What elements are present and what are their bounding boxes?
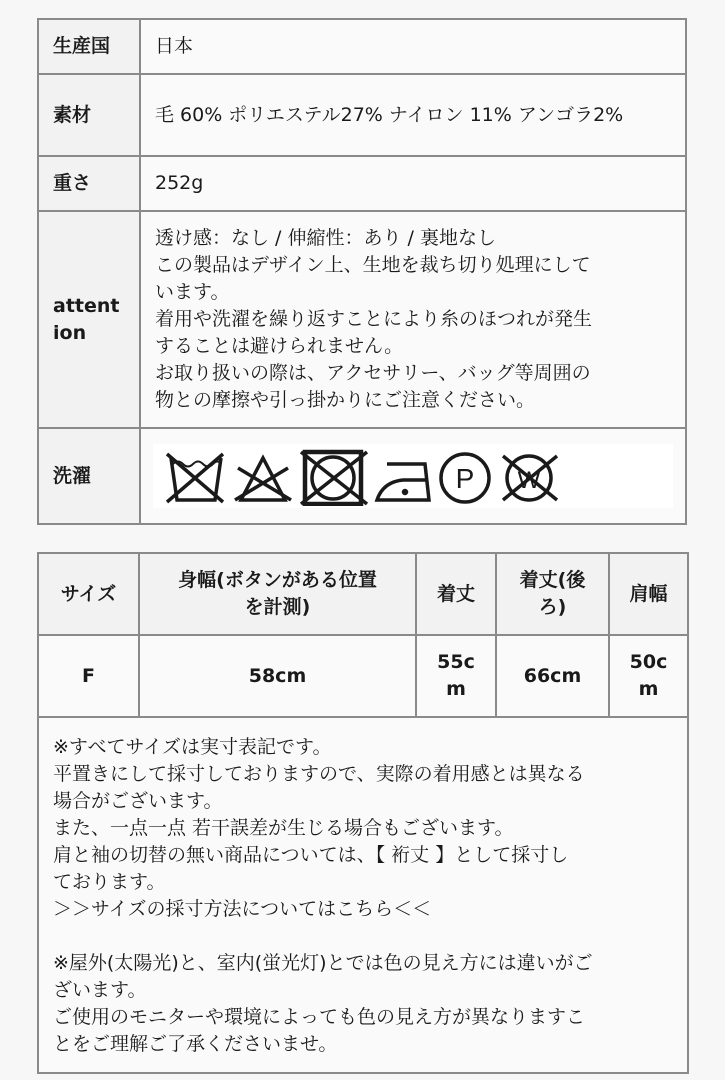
text-line: 肩と袖の切替の無い商品については、【 裄丈 】として採寸し [53, 844, 569, 866]
size-table [37, 552, 689, 1074]
spec-row-material [38, 74, 686, 156]
iron-low-icon [377, 464, 429, 500]
size-header-row [38, 553, 688, 635]
size-cell: F [38, 635, 139, 717]
size-header: 着丈(後ろ) [496, 553, 609, 635]
svg-text:P: P [455, 463, 475, 494]
dry-clean-p-icon [441, 454, 489, 502]
spec-value: 252g [140, 156, 686, 211]
spec-value: 毛 60% ポリエステル27% ナイロン 11% アンゴラ2% [140, 74, 686, 156]
size-data-row [38, 635, 688, 717]
size-header: 身幅(ボタンがある位置を計測) [139, 553, 416, 635]
spec-row-country [38, 19, 686, 74]
care-symbols [153, 444, 673, 508]
size-cell: 66cm [496, 635, 609, 717]
text-line: ております。 [53, 871, 166, 893]
text-line: お取り扱いの際は、アクセサリー、バッグ等周囲の [155, 362, 591, 384]
svg-text:W: W [517, 467, 541, 494]
size-notes-row [38, 717, 688, 1073]
text-line: 着用や洗濯を繰り返すことにより糸のほつれが発生 [155, 308, 593, 330]
text-line: とをご理解ご了承くださいませ。 [53, 1033, 338, 1055]
text-line [53, 923, 673, 950]
text-line[interactable]: ＞＞サイズの採寸方法についてはこちら＜＜ [53, 898, 432, 920]
size-header: サイズ [38, 553, 139, 635]
spec-label: attention [38, 211, 140, 428]
text-line: また、一点一点 若干誤差が生じる場合もございます。 [53, 817, 514, 839]
spec-label: 重さ [38, 156, 140, 211]
text-line: ※すべてサイズは実寸表記です。 [53, 736, 332, 758]
text-line: ※屋外(太陽光)と、室内(蛍光灯)とでは色の見え方には違いがご [53, 952, 593, 974]
text-line: ご使用のモニターや環境によっても色の見え方が異なりますこ [53, 1006, 586, 1028]
text-line: 透け感：なし / 伸縮性：あり / 裏地なし [155, 227, 496, 249]
attention-text [140, 211, 686, 428]
spec-row-wash [38, 428, 686, 524]
no-wet-clean-icon [503, 456, 557, 500]
size-header: 着丈 [416, 553, 496, 635]
text-line: することは避けられません。 [155, 335, 404, 357]
text-line: 平置きにして採寸しておりますので、実際の着用感とは異なる [53, 763, 585, 785]
spec-label: 素材 [38, 74, 140, 156]
spec-value: 日本 [140, 19, 686, 74]
text-line: 場合がございます。 [53, 790, 223, 812]
size-notes [38, 717, 688, 1073]
size-cell: 55cm [416, 635, 496, 717]
spec-row-attention [38, 211, 686, 428]
size-cell: 50cm [609, 635, 688, 717]
text-line: この製品はデザイン上、生地を裁ち切り処理にして [155, 254, 591, 276]
spec-label: 生産国 [38, 19, 140, 74]
text-line: ざいます。 [53, 979, 147, 1001]
spec-row-weight [38, 156, 686, 211]
spec-table [37, 18, 687, 525]
no-bleach-icon [235, 458, 291, 500]
size-cell: 58cm [139, 635, 416, 717]
text-line: 物との摩擦や引っ掛かりにご注意ください。 [155, 389, 536, 411]
no-tumble-dry-icon [301, 452, 367, 504]
text-line: います。 [155, 281, 230, 303]
size-header: 肩幅 [609, 553, 688, 635]
spec-label: 洗濯 [38, 428, 140, 524]
no-wash-icon [167, 454, 223, 502]
